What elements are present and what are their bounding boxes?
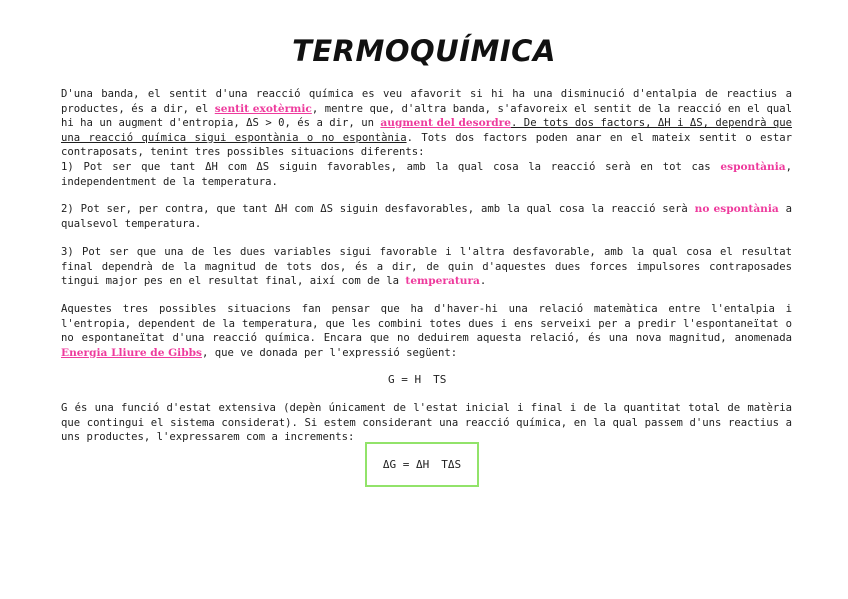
- case-3-text-c: .: [479, 275, 487, 287]
- case-3-text-a: 3) Pot ser que una de les dues variables sigui favorable i l'altra desfavorable, amb la qual cosa el resultat final dependrà de la magnitud de tots dos, és a dir, de quin d'aquestes dues forces impulsores contraposades tingui major pes en el resultat final, així com de la: [61, 246, 792, 287]
- case-1-text-c: , independentment de la temperatura.: [61, 161, 792, 188]
- state-function-paragraph: G és una funció d'estat extensiva (depèn únicament de l'estat inicial i final i de la quantitat total de matèria que contingui el sistema considerat). Si estem considerant una reacció química, en la qual passem d'uns reactius a uns productes, l'expressarem com a increments:: [61, 402, 792, 443]
- case-2-text-c: a qualsevol temperatura.: [61, 203, 792, 230]
- formula-gibbs-left: G = H: [388, 373, 422, 386]
- case-2-text-a: 2) Pot ser, per contra, que tant ΔH com ΔS siguin desfavorables, amb la qual cosa la reacció serà: [61, 203, 695, 215]
- page-title: TERMOQUÍMICA: [292, 34, 556, 68]
- gibbs-text-a: Aquestes tres possibles situacions fan pensar que ha d'haver-hi una relació matemàtica entre l'entalpia i l'entropia, dependent de la temperatura, que les combini totes dues i ens serveixi per a predir l'espontaneïtat o no espontaneïtat d'una reacció química. Encara que no deduirem aquesta relació, és una nova magnitud, anomenada: [61, 303, 792, 344]
- case-3-paragraph: [61, 245, 792, 289]
- formula-increments-box: [365, 442, 479, 487]
- highlight-sentit-exotermic: sentit exotèrmic: [214, 102, 312, 115]
- formula-increments-left: ΔG = ΔH: [382, 458, 430, 471]
- formula-increments-right: TΔS: [441, 458, 462, 471]
- intro-text-c: , mentre que, d'altra banda, s'afavoreix el sentit de la reacció en el qual hi ha un augment d'entropia, ΔS > 0, és a dir, un: [61, 102, 792, 129]
- gibbs-text-c: , que ve donada per l'expressió següent:: [201, 346, 458, 359]
- formula-gibbs-right: TS: [433, 373, 447, 386]
- case-2-paragraph: [61, 202, 792, 231]
- formula-gibbs: [388, 373, 446, 386]
- case-1-text-a: 1) Pot ser que tant ΔH com ΔS siguin favorables, amb la qual cosa la reacció serà en tot cas: [61, 161, 721, 173]
- highlight-espontania: espontània: [720, 161, 786, 173]
- intro-text-a: D'una banda, el sentit d'una reacció química es veu afavorit si hi ha una disminució d'entalpia de reactius a productes, és a dir, el: [61, 88, 792, 115]
- highlight-temperatura: temperatura: [405, 275, 480, 287]
- gibbs-intro-paragraph: [61, 302, 792, 360]
- intro-paragraph: [61, 87, 792, 160]
- highlight-no-espontania: no espontània: [694, 203, 779, 215]
- highlight-energia-gibbs: Energia Lliure de Gibbs: [61, 346, 202, 359]
- case-1-paragraph: [61, 160, 792, 189]
- intro-text-e: . De tots dos factors, ΔH i ΔS, dependrà que una reacció química sigui espontània o no espontània: [61, 117, 792, 144]
- intro-text-f: . Tots dos factors poden anar en el mateix sentit o estar contraposats, tenint tres possibles situacions diferents:: [61, 131, 792, 158]
- highlight-augment-desordre: augment del desordre: [380, 117, 512, 129]
